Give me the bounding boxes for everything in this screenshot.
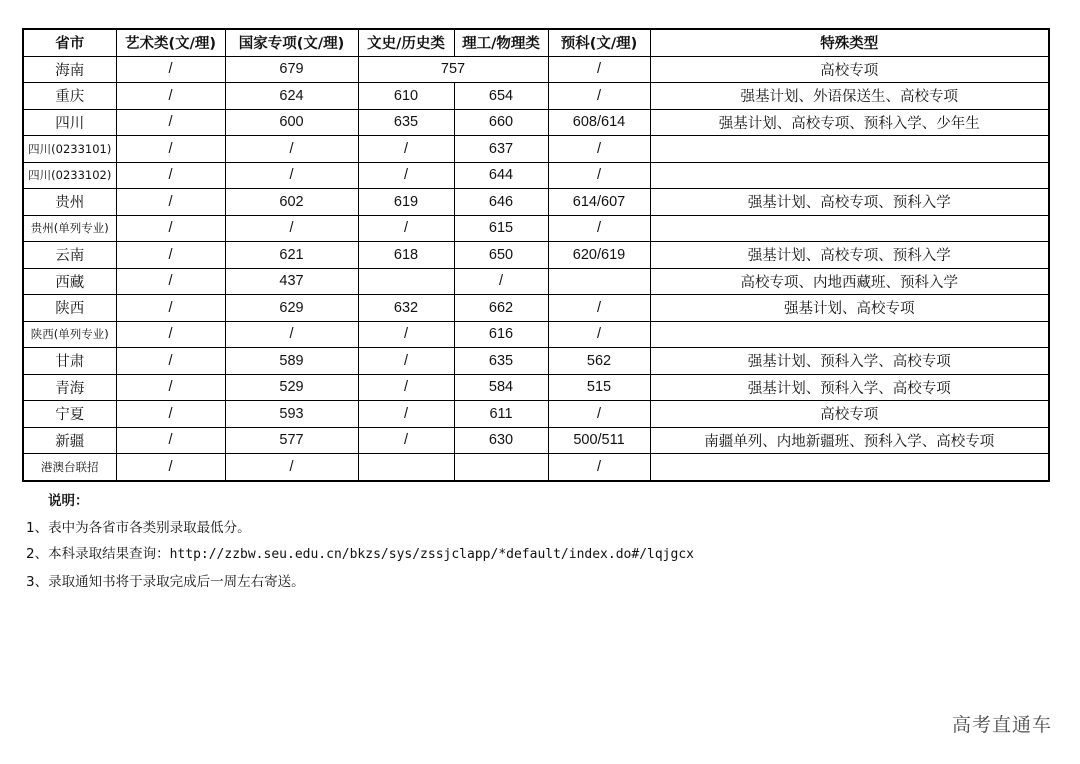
cell-art: /	[116, 374, 225, 401]
cell-special	[650, 136, 1049, 163]
cell-special: 强基计划、高校专项、预科入学	[650, 189, 1049, 216]
cell-national: /	[225, 136, 358, 163]
cell-art: /	[116, 268, 225, 295]
table-row	[23, 215, 1049, 242]
cell-national: 577	[225, 427, 358, 454]
cell-special: 高校专项	[650, 56, 1049, 83]
cell-liberal: 618	[358, 242, 454, 269]
table-row	[23, 189, 1049, 216]
note-item-1: 1、表中为各省市各类别录取最低分。	[26, 519, 251, 536]
cell-national: 589	[225, 348, 358, 375]
cell-science: 584	[454, 374, 548, 401]
cell-art: /	[116, 454, 225, 481]
column-header: 省市	[23, 29, 116, 56]
cell-prep: /	[548, 136, 650, 163]
cell-national: /	[225, 454, 358, 481]
cell-art: /	[116, 136, 225, 163]
cell-prep: /	[548, 295, 650, 322]
cell-liberal: /	[358, 162, 454, 189]
cell-liberal: 610	[358, 83, 454, 110]
cell-province: 港澳台联招	[23, 454, 116, 481]
cell-special	[650, 454, 1049, 481]
cell-national: 679	[225, 56, 358, 83]
cell-science: 646	[454, 189, 548, 216]
cell-science: 660	[454, 109, 548, 136]
cell-science: 654	[454, 83, 548, 110]
cell-special	[650, 215, 1049, 242]
table-row	[23, 109, 1049, 136]
cell-liberal: /	[358, 374, 454, 401]
cell-science: 630	[454, 427, 548, 454]
cell-national: /	[225, 321, 358, 348]
table-row	[23, 427, 1049, 454]
cell-special: 高校专项、内地西藏班、预科入学	[650, 268, 1049, 295]
column-header: 国家专项(文/理)	[225, 29, 358, 56]
cell-prep: /	[548, 215, 650, 242]
cell-art: /	[116, 242, 225, 269]
cell-national: 621	[225, 242, 358, 269]
column-header: 文史/历史类	[358, 29, 454, 56]
cell-prep: 562	[548, 348, 650, 375]
cell-liberal: /	[358, 401, 454, 428]
cell-special: 强基计划、预科入学、高校专项	[650, 374, 1049, 401]
column-header: 特殊类型	[650, 29, 1049, 56]
table-row	[23, 321, 1049, 348]
cell-prep: /	[548, 454, 650, 481]
cell-prep: 500/511	[548, 427, 650, 454]
cell-science: 635	[454, 348, 548, 375]
cell-province: 新疆	[23, 427, 116, 454]
cell-prep: /	[548, 321, 650, 348]
cell-prep: 515	[548, 374, 650, 401]
table-row	[23, 454, 1049, 481]
cell-art: /	[116, 162, 225, 189]
cell-merged-score: 757	[358, 56, 548, 83]
cell-art: /	[116, 109, 225, 136]
table-header-row	[23, 29, 1049, 56]
cell-special: 强基计划、外语保送生、高校专项	[650, 83, 1049, 110]
admission-score-table	[22, 28, 1050, 482]
cell-prep: /	[548, 83, 650, 110]
cell-liberal: /	[358, 136, 454, 163]
cell-art: /	[116, 215, 225, 242]
cell-province: 四川(0233102)	[23, 162, 116, 189]
cell-special: 强基计划、高校专项	[650, 295, 1049, 322]
note-item-2	[26, 541, 694, 569]
cell-province: 四川(0233101)	[23, 136, 116, 163]
cell-prep: /	[548, 56, 650, 83]
cell-province: 贵州(单列专业)	[23, 215, 116, 242]
cell-science: 611	[454, 401, 548, 428]
cell-science: 637	[454, 136, 548, 163]
cell-science: 662	[454, 295, 548, 322]
cell-national: 437	[225, 268, 358, 295]
cell-liberal	[358, 454, 454, 481]
watermark-text: 高考直通车	[951, 714, 1052, 736]
cell-national: 602	[225, 189, 358, 216]
cell-art: /	[116, 83, 225, 110]
cell-special	[650, 321, 1049, 348]
note-item-3: 3、录取通知书将于录取完成后一周左右寄送。	[26, 573, 305, 590]
cell-liberal: /	[358, 321, 454, 348]
cell-special: 南疆单列、内地新疆班、预科入学、高校专项	[650, 427, 1049, 454]
cell-national: 600	[225, 109, 358, 136]
cell-art: /	[116, 56, 225, 83]
cell-prep: 614/607	[548, 189, 650, 216]
cell-province: 西藏	[23, 268, 116, 295]
table-row	[23, 401, 1049, 428]
column-header: 预科(文/理)	[548, 29, 650, 56]
cell-special: 强基计划、预科入学、高校专项	[650, 348, 1049, 375]
column-header: 艺术类(文/理)	[116, 29, 225, 56]
cell-province: 海南	[23, 56, 116, 83]
cell-province: 四川	[23, 109, 116, 136]
result-query-link[interactable]: http://zzbw.seu.edu.cn/bkzs/sys/zssjclapp/*default/index.do#/lqjgcx	[169, 547, 694, 562]
table-body	[23, 56, 1049, 481]
cell-science: 644	[454, 162, 548, 189]
cell-prep: /	[548, 162, 650, 189]
cell-liberal: /	[358, 215, 454, 242]
cell-province: 云南	[23, 242, 116, 269]
table-row	[23, 136, 1049, 163]
cell-national: 529	[225, 374, 358, 401]
cell-province: 陕西	[23, 295, 116, 322]
column-header: 理工/物理类	[454, 29, 548, 56]
table-row	[23, 242, 1049, 269]
cell-province: 青海	[23, 374, 116, 401]
cell-prep: 608/614	[548, 109, 650, 136]
cell-national: 593	[225, 401, 358, 428]
cell-art: /	[116, 427, 225, 454]
cell-national: 629	[225, 295, 358, 322]
cell-prep	[548, 268, 650, 295]
cell-province: 贵州	[23, 189, 116, 216]
cell-province: 甘肃	[23, 348, 116, 375]
cell-liberal	[358, 268, 454, 295]
cell-province: 陕西(单列专业)	[23, 321, 116, 348]
cell-liberal: 619	[358, 189, 454, 216]
note-item-2-text: 2、本科录取结果查询：	[26, 546, 170, 562]
cell-national: /	[225, 215, 358, 242]
notes-section	[26, 488, 694, 595]
cell-art: /	[116, 401, 225, 428]
table-row	[23, 295, 1049, 322]
cell-art: /	[116, 189, 225, 216]
cell-science: 650	[454, 242, 548, 269]
table-row	[23, 56, 1049, 83]
cell-science: /	[454, 268, 548, 295]
cell-art: /	[116, 348, 225, 375]
cell-liberal: 632	[358, 295, 454, 322]
cell-province: 宁夏	[23, 401, 116, 428]
table-row	[23, 83, 1049, 110]
cell-science	[454, 454, 548, 481]
cell-prep: /	[548, 401, 650, 428]
cell-prep: 620/619	[548, 242, 650, 269]
table-row	[23, 374, 1049, 401]
cell-art: /	[116, 321, 225, 348]
cell-special: 高校专项	[650, 401, 1049, 428]
table-row	[23, 162, 1049, 189]
cell-province: 重庆	[23, 83, 116, 110]
cell-liberal: 635	[358, 109, 454, 136]
cell-science: 615	[454, 215, 548, 242]
cell-national: /	[225, 162, 358, 189]
cell-special: 强基计划、高校专项、预科入学	[650, 242, 1049, 269]
cell-liberal: /	[358, 427, 454, 454]
cell-art: /	[116, 295, 225, 322]
cell-national: 624	[225, 83, 358, 110]
cell-liberal: /	[358, 348, 454, 375]
notes-title: 说明：	[48, 493, 89, 509]
table-row	[23, 268, 1049, 295]
cell-special	[650, 162, 1049, 189]
cell-science: 616	[454, 321, 548, 348]
cell-special: 强基计划、高校专项、预科入学、少年生	[650, 109, 1049, 136]
table-row	[23, 348, 1049, 375]
